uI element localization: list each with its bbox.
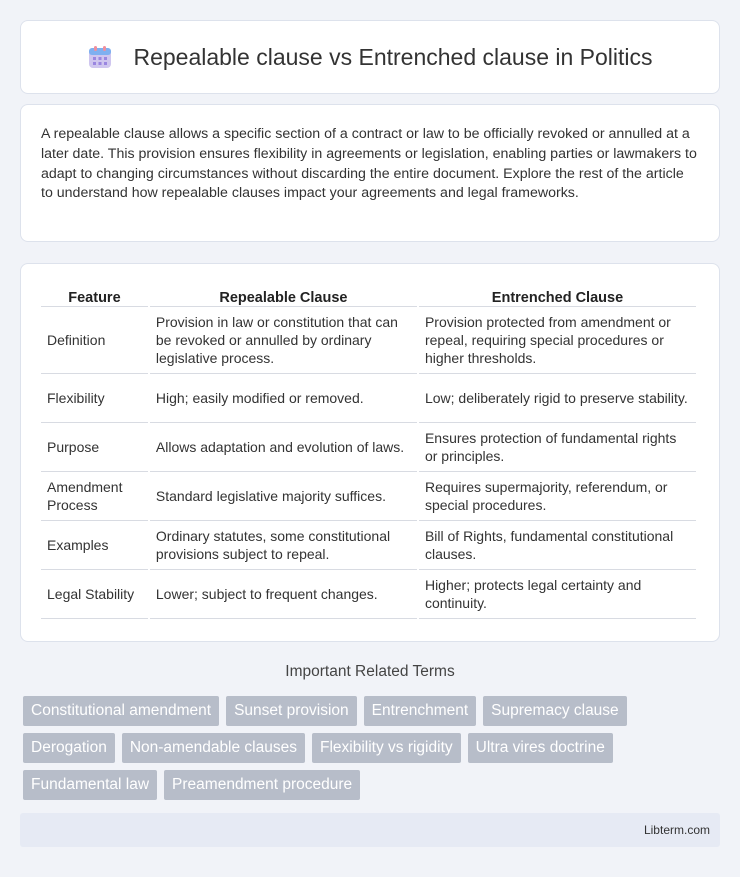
footer xyxy=(20,813,720,847)
related-term-tag[interactable]: Constitutional amendment xyxy=(23,696,219,726)
feature-cell: Definition xyxy=(41,307,148,374)
intro-text: A repealable clause allows a specific section of a contract or law to be officially revoked or annulled at a later date. This provision ensures flexibility in agreements or legislation, enabling parties or lawmakers to adapt to changing circumstances without discarding the entire document. Explore the rest of the article to understand how repealable clauses impact your agreements and legal frameworks. xyxy=(41,126,697,202)
comparison-table xyxy=(39,286,698,619)
table-row xyxy=(41,307,696,374)
related-term-tag[interactable]: Flexibility vs rigidity xyxy=(312,733,461,763)
table-row xyxy=(41,374,696,423)
comparison-table-card xyxy=(20,263,720,642)
title-card xyxy=(20,20,720,94)
feature-cell: Purpose xyxy=(41,423,148,472)
feature-cell: Amendment Process xyxy=(41,472,148,521)
entrenched-cell: Higher; protects legal certainty and continuity. xyxy=(419,570,696,619)
related-term-tag[interactable]: Ultra vires doctrine xyxy=(468,733,613,763)
related-term-tag[interactable]: Entrenchment xyxy=(364,696,477,726)
repealable-cell: Ordinary statutes, some constitutional provisions subject to repeal. xyxy=(150,521,417,570)
repealable-cell: Lower; subject to frequent changes. xyxy=(150,570,417,619)
header-entrenched: Entrenched Clause xyxy=(419,286,696,307)
repealable-cell: Standard legislative majority suffices. xyxy=(150,472,417,521)
intro-card xyxy=(20,104,720,242)
entrenched-cell: Requires supermajority, referendum, or special procedures. xyxy=(419,472,696,521)
related-term-tag[interactable]: Non-amendable clauses xyxy=(122,733,305,763)
related-term-tag[interactable]: Supremacy clause xyxy=(483,696,627,726)
related-term-tag[interactable]: Derogation xyxy=(23,733,115,763)
entrenched-cell: Provision protected from amendment or repeal, requiring special procedures or higher thresholds. xyxy=(419,307,696,374)
table-row xyxy=(41,472,696,521)
feature-cell: Examples xyxy=(41,521,148,570)
feature-cell: Flexibility xyxy=(41,374,148,423)
repealable-cell: Allows adaptation and evolution of laws. xyxy=(150,423,417,472)
header-repealable: Repealable Clause xyxy=(150,286,417,307)
table-row xyxy=(41,423,696,472)
related-terms-list xyxy=(23,696,723,800)
entrenched-cell: Low; deliberately rigid to preserve stability. xyxy=(419,374,696,423)
entrenched-cell: Ensures protection of fundamental rights or principles. xyxy=(419,423,696,472)
header-feature: Feature xyxy=(41,286,148,307)
related-term-tag[interactable]: Sunset provision xyxy=(226,696,357,726)
page-title: Repealable clause vs Entrenched clause in Politics xyxy=(133,43,653,70)
related-term-tag[interactable]: Fundamental law xyxy=(23,770,157,800)
table-row xyxy=(41,521,696,570)
repealable-cell: High; easily modified or removed. xyxy=(150,374,417,423)
table-header-row xyxy=(41,286,696,307)
footer-site-link[interactable]: Libterm.com xyxy=(643,823,710,837)
feature-cell: Legal Stability xyxy=(41,570,148,619)
calendar-icon xyxy=(87,44,113,70)
repealable-cell: Provision in law or constitution that can be revoked or annulled by ordinary legislative process. xyxy=(150,307,417,374)
related-term-tag[interactable]: Preamendment procedure xyxy=(164,770,360,800)
related-terms-title: Important Related Terms xyxy=(285,663,455,680)
table-row xyxy=(41,570,696,619)
entrenched-cell: Bill of Rights, fundamental constitutional clauses. xyxy=(419,521,696,570)
